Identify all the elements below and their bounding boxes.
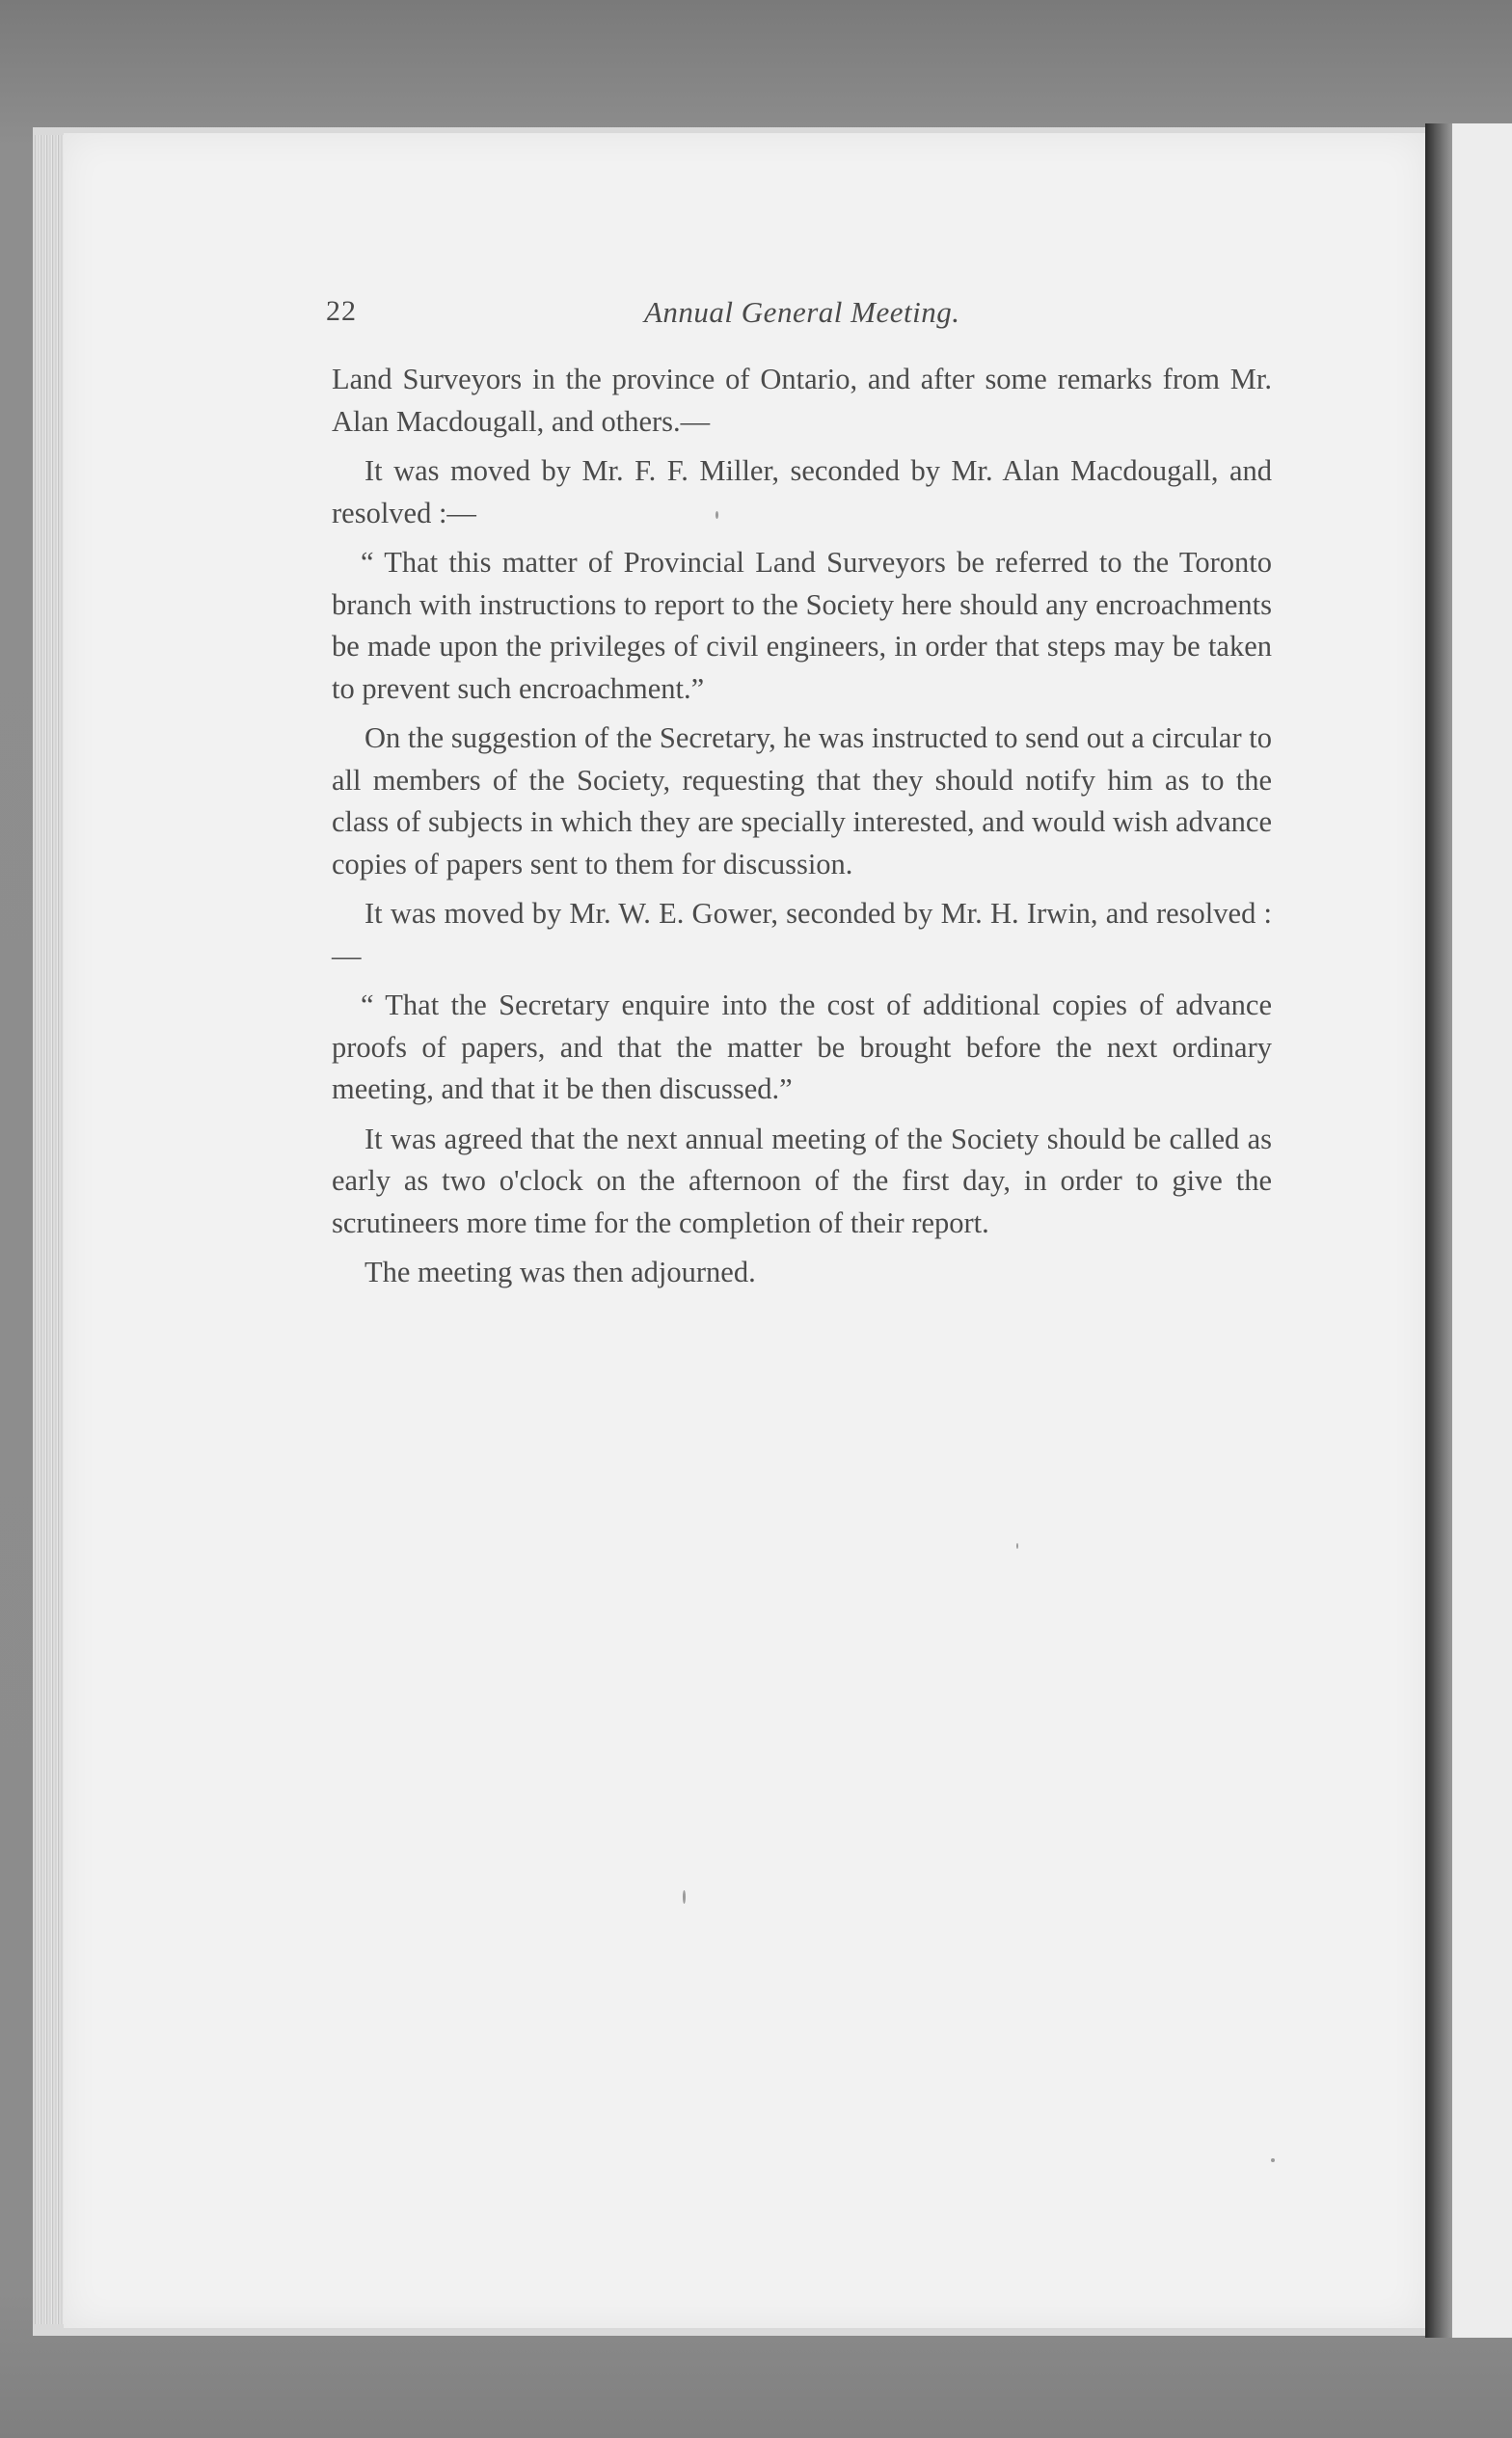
paper-speck bbox=[683, 1890, 686, 1904]
page-header bbox=[326, 295, 1271, 338]
paragraph-annual-meeting-time: It was agreed that the next annual meeting of the Society should be called as early as two o'clock on the afternoon of the first day, in order to give the scrutineers more time for the completion of their report. bbox=[332, 1122, 1272, 1239]
paragraph-motion-miller: It was moved by Mr. F. F. Miller, seconded by Mr. Alan Macdougall, and resolved :— bbox=[332, 454, 1272, 529]
paragraph-resolution-proofs: “ That the Secretary enquire into the cost of additional copies of advance proofs of papers, and that the matter be brought before the next ordinary meeting, and that it be then discussed.” bbox=[332, 989, 1272, 1105]
book-binding bbox=[1425, 123, 1452, 2338]
body-text bbox=[332, 359, 1272, 1302]
paragraph-secretary-circular: On the suggestion of the Secretary, he was instructed to send out a circular to all members of the Society, requesting that they should notify him as to the class of subjects in which they are specially interested, and would wish advance copies of papers sent to them for discussion. bbox=[332, 721, 1272, 880]
paper-speck bbox=[1016, 1543, 1018, 1549]
paragraph-resolution-surveyors: “ That this matter of Provincial Land Surveyors be referred to the Toronto branch with instructions to report to the Society here should any encroachments be made upon the privileges of civil engineers, in order that steps may be taken to prevent such encroachment.” bbox=[332, 546, 1272, 705]
running-title: Annual General Meeting. bbox=[644, 295, 960, 329]
paper-speck bbox=[716, 511, 718, 519]
facing-page bbox=[1452, 123, 1512, 2338]
paragraph-adjourned: The meeting was then adjourned. bbox=[364, 1256, 756, 1288]
page-number: 22 bbox=[326, 295, 357, 327]
paragraph-motion-gower: It was moved by Mr. W. E. Gower, seconded by Mr. H. Irwin, and resolved :— bbox=[332, 897, 1272, 972]
paragraph-continuation: Land Surveyors in the province of Ontario, and after some remarks from Mr. Alan Macdougall, and others.— bbox=[332, 363, 1272, 438]
paper-speck bbox=[1271, 2158, 1275, 2162]
